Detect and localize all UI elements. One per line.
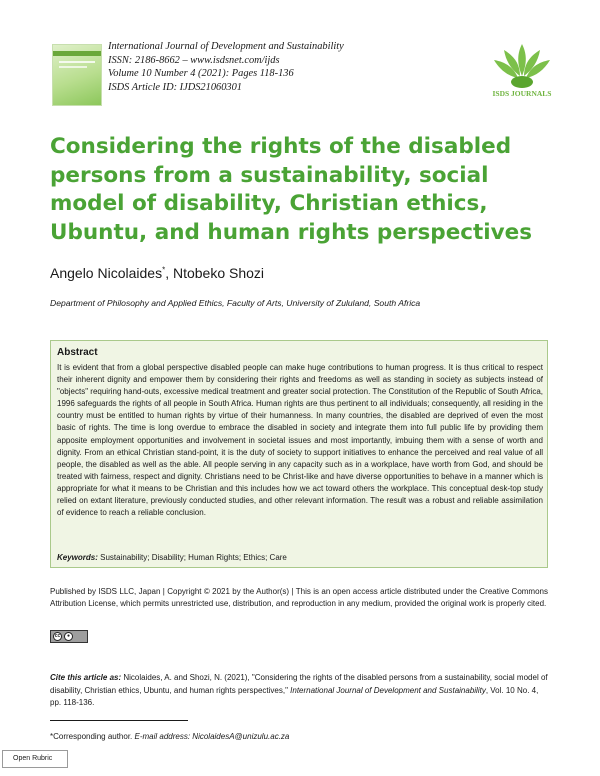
citation (50, 672, 548, 710)
author-list (50, 265, 264, 281)
citation-lead: Cite this article as: (50, 673, 122, 682)
affiliation: Department of Philosophy and Applied Ethics, Faculty of Arts, University of Zululand, South Africa (50, 298, 421, 308)
title-line: persons from a sustainability, social (50, 162, 489, 188)
footnote-divider (50, 720, 188, 721)
email-label: E-mail address: (134, 732, 191, 741)
abstract-heading: Abstract (57, 347, 98, 358)
journal-volume: Volume 10 Number 4 (2021): Pages 118-136 (108, 68, 294, 80)
paper-title (50, 133, 560, 247)
corresponding-author-footnote (50, 732, 289, 741)
citation-journal: International Journal of Development and Sustainability (290, 685, 486, 695)
cc-icon: cc (54, 633, 61, 639)
abstract-box (50, 340, 548, 568)
title-line: model of disability, Christian ethics, (50, 191, 488, 216)
author-name: Angelo Nicolaides (50, 265, 163, 281)
citation-tail: , Vol. 10 No. 4, pp. 118-136. (50, 685, 539, 708)
title-line: Ubuntu, and human rights perspectives (50, 219, 533, 245)
corresponding-mark: * (162, 265, 166, 275)
license-statement: Published by ISDS LLC, Japan | Copyright © 2021 by the Author(s) | This is an open access article distributed under the Creative Commons Attribution License, which permits unrestricted use, distribution, and reproduction in any medium, provided the original work is properly cited. (50, 587, 548, 609)
abstract-text: It is evident that from a global perspective disabled people can make huge contributions to human progress. It is thus critical to respect their inherent dignity and empower them by considering their rights and freedoms as well as standing in society as subjects instead of "objects" requiring hand-outs, excessive medical treatment and greater social protection. The Constitution of the Republic of South Africa, 1996 safeguards the rights of all people in South Africa. Human rights are thus pertinent to all individuals; consequently, all residing in the country must be entitled to human rights by virtue of their humanness. In many countries, the disabled are deprived of even the most basic of rights. The time is long overdue to embrace the disabled in society and integrate them into full public life by providing them apposite employment opportunities and involvement in societal issues and most importantly, imbuing them with a sense of worth and dignity. From an ethical Christian stand-point, it is the duty of society to support initiatives to enhance the perceived and real value of all people, the disabled as well as the able. All people serving in any capacity such as in a workplace, have worth from God, and should be treated with fairness, respect and dignity. Christians need to be Christ-like and have diverse opportunities to behave in a manner which is appropriate for what it means to be Christian and this includes how we act toward others the workplace. This conceptual desk-top study relied on extant literature, previously conducted studies, and other relevant information. The result was a robust and reliable assimilation of evidence to reach a reliable conclusion. (57, 363, 543, 518)
by-icon: ● (64, 632, 73, 641)
citation-text: Nicolaides, A. and Shozi, N. (2021), "Considering the rights of the disabled persons from a sustainability, social model of disability, Christian ethics, Ubuntu, and human rights perspectives," (50, 673, 548, 695)
email-address[interactable]: NicolaidesA@unizulu.ac.za (190, 732, 290, 741)
open-rubric-tag: Open Rubric (2, 750, 68, 768)
cc-by-badge[interactable] (50, 630, 88, 643)
footnote-prefix: *Corresponding author. (50, 732, 135, 741)
journal-header (108, 40, 344, 94)
logo-text: ISDS JOURNALS (492, 89, 552, 98)
article-id: ISDS Article ID: IJDS21060301 (108, 81, 242, 93)
journal-cover-thumbnail (52, 44, 102, 106)
keywords (57, 553, 287, 562)
title-line: Considering the rights of the disabled (50, 134, 512, 159)
keywords-label: Keywords: (57, 553, 98, 562)
author-name: , Ntobeko Shozi (165, 265, 265, 281)
journal-issn[interactable]: ISSN: 2186-8662 – www.isdsnet.com/ijds (108, 54, 280, 66)
journal-name: International Journal of Development and Sustainability (108, 41, 344, 52)
keywords-list: Sustainability; Disability; Human Rights; Ethics; Care (100, 553, 287, 562)
